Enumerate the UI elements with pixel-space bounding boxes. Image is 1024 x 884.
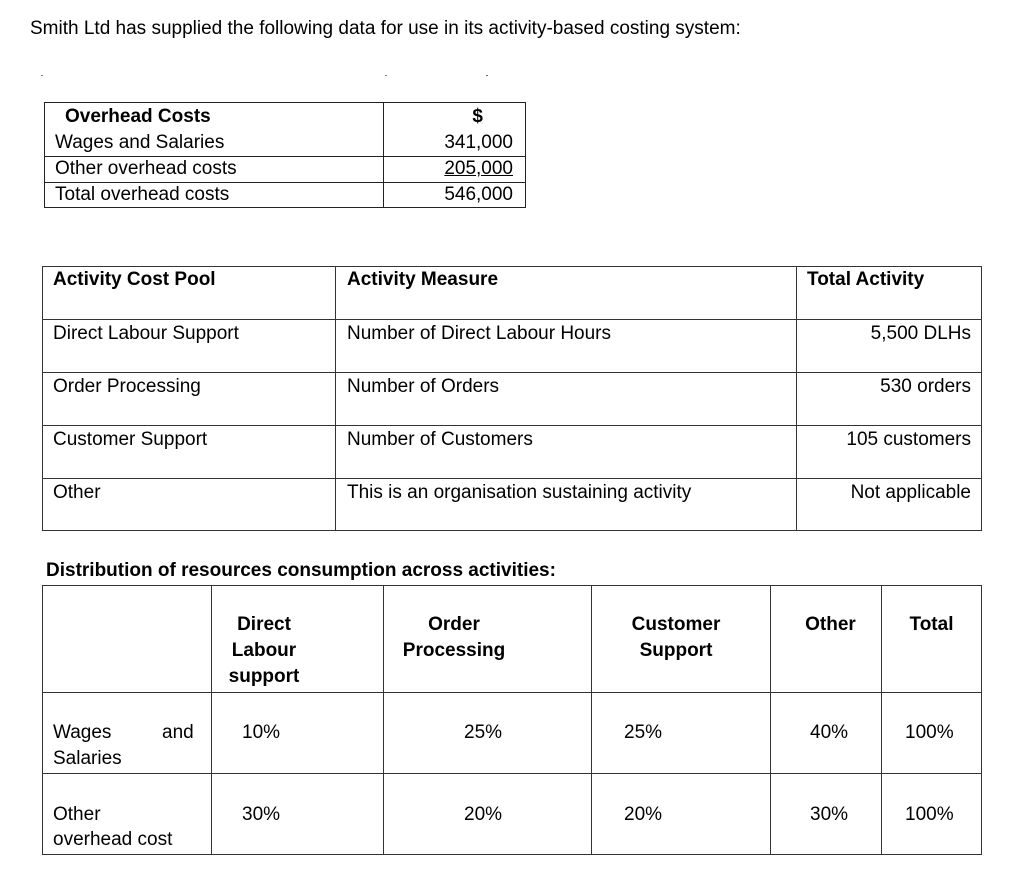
dist-row-label: and: [162, 722, 194, 743]
activity-header-pool: Activity Cost Pool: [53, 269, 216, 290]
dist-header-other: Other: [805, 614, 856, 635]
activity-total: 530 orders: [880, 376, 971, 397]
overhead-header-label: Overhead Costs: [65, 106, 211, 127]
overhead-row-value: 205,000: [444, 158, 513, 179]
activity-total: 105 customers: [846, 429, 971, 450]
scan-dot: [41, 75, 43, 76]
activity-total: 5,500 DLHs: [870, 323, 971, 344]
activity-measure: Number of Direct Labour Hours: [347, 323, 611, 344]
dist-value: 25%: [624, 722, 663, 743]
row-divider: [43, 478, 981, 479]
dist-value: 100%: [905, 722, 954, 743]
header-line: Labour: [231, 640, 297, 661]
dist-value: 40%: [810, 722, 849, 743]
header-line: Direct: [237, 614, 291, 635]
dist-value: 20%: [624, 804, 663, 825]
activity-pool: Order Processing: [53, 376, 201, 397]
overhead-row-label: Wages and Salaries: [55, 132, 225, 153]
dist-value: 10%: [242, 722, 281, 743]
row-divider: [43, 773, 981, 774]
overhead-row-label: Total overhead costs: [55, 184, 230, 205]
dist-value: 20%: [464, 804, 503, 825]
row-divider: [43, 425, 981, 426]
dist-header-order-processing: [383, 612, 525, 664]
column-divider: [335, 267, 336, 530]
scan-dot: [385, 75, 387, 76]
dist-row-label: Salaries: [53, 748, 122, 769]
header-line: Support: [639, 640, 713, 661]
dist-row-label: Other: [53, 804, 101, 825]
dist-header-customer-support: [591, 612, 761, 664]
activity-header-total: Total Activity: [807, 269, 925, 290]
dist-value: 30%: [242, 804, 281, 825]
dist-row-label: Wages: [53, 722, 112, 743]
dist-header-direct-labour: [211, 612, 317, 690]
activity-pool: Direct Labour Support: [53, 323, 239, 344]
overhead-header-currency: $: [472, 106, 483, 127]
activity-pool: Customer Support: [53, 429, 208, 450]
header-line: Processing: [402, 640, 506, 661]
overhead-row-label: Other overhead costs: [55, 158, 237, 179]
column-divider: [383, 103, 384, 207]
scan-dot: [486, 75, 488, 76]
row-divider: [43, 692, 981, 693]
row-divider: [43, 372, 981, 373]
activity-header-measure: Activity Measure: [347, 269, 499, 290]
distribution-title: Distribution of resources consumption across activities:: [46, 560, 556, 581]
dist-value: 30%: [810, 804, 849, 825]
header-line: Order: [428, 614, 480, 635]
dist-value: 100%: [905, 804, 954, 825]
row-divider: [43, 319, 981, 320]
activity-table: [42, 266, 982, 531]
activity-measure: Number of Orders: [347, 376, 500, 397]
activity-pool: Other: [53, 482, 101, 503]
dist-header-total: Total: [909, 614, 954, 635]
distribution-table: [42, 585, 982, 855]
activity-total: Not applicable: [850, 482, 971, 503]
activity-measure: This is an organisation sustaining activity: [347, 482, 692, 503]
dist-row-label: overhead cost: [53, 829, 173, 850]
column-divider: [796, 267, 797, 530]
overhead-row-value: 546,000: [444, 184, 513, 205]
activity-measure: Number of Customers: [347, 429, 533, 450]
header-line: support: [228, 666, 300, 687]
intro-text: Smith Ltd has supplied the following data for use in its activity-based costing system:: [30, 18, 741, 39]
overhead-costs-table: [44, 102, 526, 208]
header-line: Customer: [631, 614, 721, 635]
dist-value: 25%: [464, 722, 503, 743]
overhead-row-value: 341,000: [444, 132, 513, 153]
